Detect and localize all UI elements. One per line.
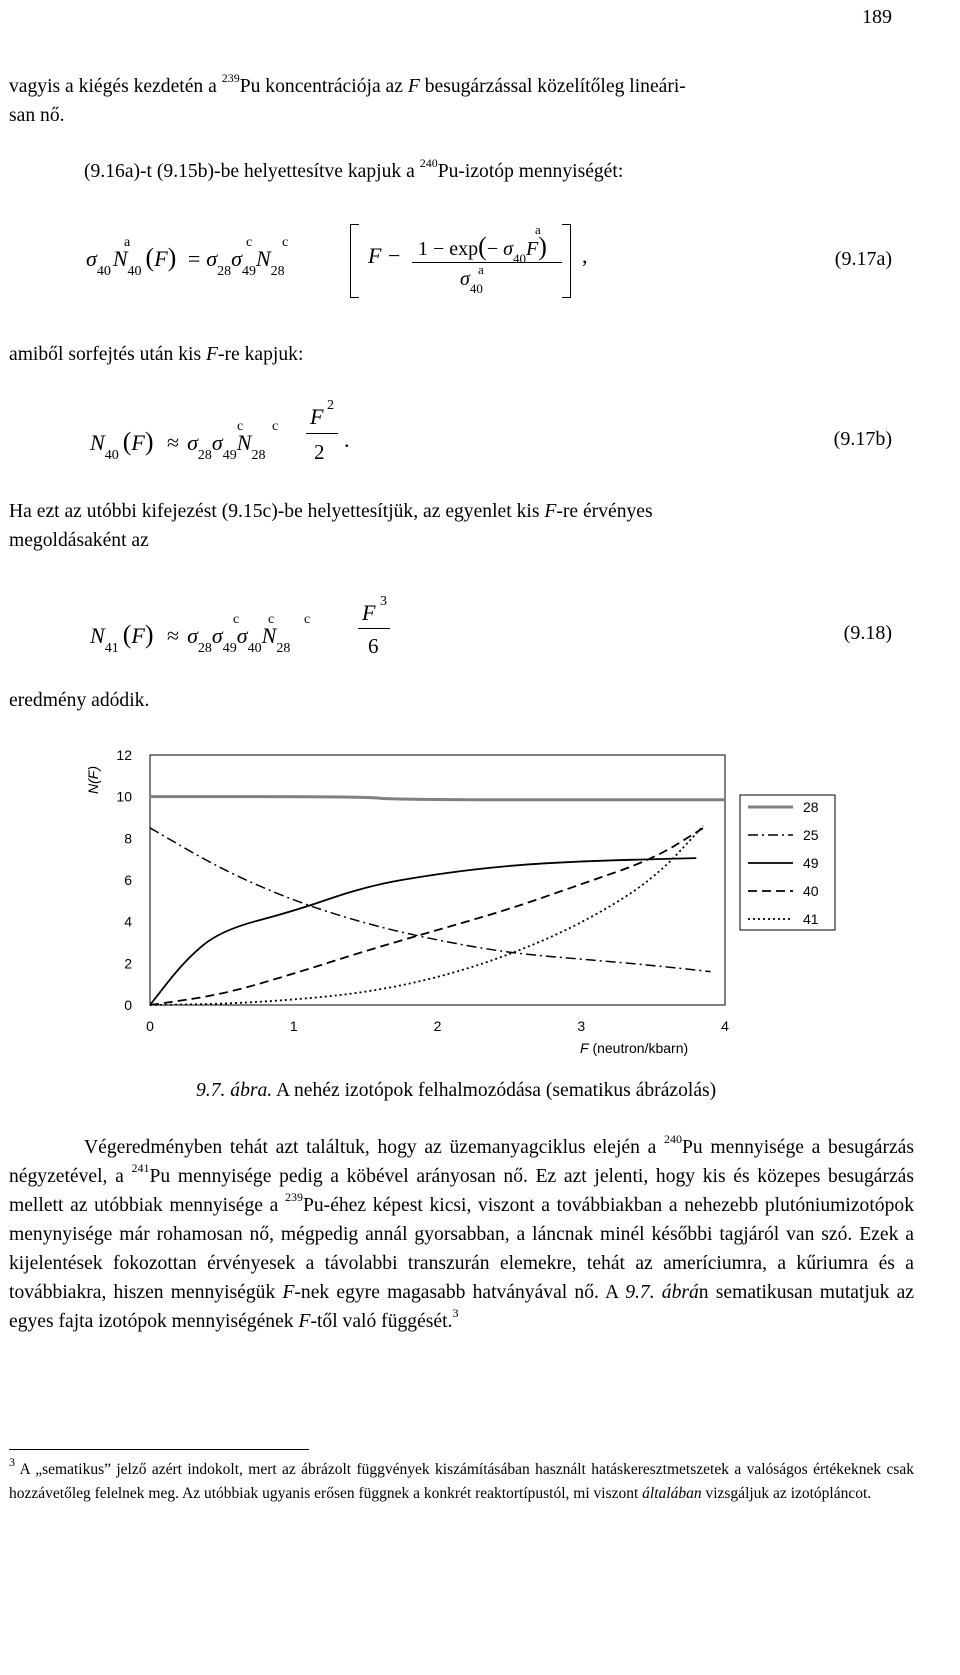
eq-lparen: ( — [145, 243, 155, 272]
eq-sup-c: c — [268, 612, 275, 627]
para3-var: F — [206, 344, 218, 365]
eq-exp: exp — [449, 238, 479, 260]
eq-sub: 49 — [222, 448, 237, 463]
para4-line-2: megoldásaként az — [9, 530, 149, 551]
eq-sub: 28 — [217, 264, 232, 279]
eq-sup-c: c — [282, 235, 289, 250]
x-axis-label-var: F — [580, 1040, 589, 1056]
eq-sigma: σ — [211, 430, 223, 455]
eq-sup-c: c — [237, 419, 244, 434]
eq-sub: 49 — [222, 641, 237, 656]
eq-sup-c: c — [304, 612, 311, 627]
eq-N: N — [255, 246, 271, 271]
eq-sub: 28 — [276, 641, 291, 656]
legend-label-49: 49 — [803, 855, 819, 871]
eq-sup-a: a — [535, 222, 541, 237]
eq-approx: ≈ — [166, 430, 180, 455]
footnote-reference: 3 — [452, 1306, 459, 1321]
eq-sub: 40 — [513, 251, 526, 266]
equation-number-9-17a: (9.17a) — [834, 248, 892, 270]
paragraph-5 — [9, 686, 914, 715]
page-number: 189 — [862, 6, 892, 28]
y-tick-labels — [116, 747, 132, 1013]
eq-sigma: σ — [187, 430, 198, 455]
eq-N: N — [261, 623, 277, 648]
para6-var-1: F — [282, 1282, 295, 1303]
eq-sup-c: c — [233, 612, 240, 627]
para3-text-2: -re kapjuk: — [217, 344, 304, 365]
para6-figure-ref: 9.7. ábrá — [625, 1282, 699, 1303]
equation-number-9-17b: (9.17b) — [833, 428, 892, 450]
eq-lparen: ( — [122, 427, 132, 456]
eq-F: F — [131, 430, 145, 455]
eq-sigma: σ — [86, 246, 97, 271]
para6-sup-3: 239 — [284, 1190, 303, 1205]
y-tick-label: 10 — [116, 788, 132, 805]
para3-text-1: amiből sorfejtés után kis — [9, 344, 206, 365]
para2-text-1: (9.16a)-t (9.15b)-be helyettesítve kapjuk a — [84, 161, 420, 182]
eq-exp-2: 2 — [327, 398, 334, 413]
series-lines — [150, 797, 725, 1005]
plot-area-border — [150, 755, 725, 1005]
eq-sub: 40 — [127, 264, 142, 279]
para2-text-2: Pu-izotóp mennyiségét: — [437, 161, 624, 182]
eq-sup-a: a — [124, 235, 131, 250]
legend-label-41: 41 — [803, 911, 819, 927]
y-tick-label: 8 — [124, 830, 132, 847]
fraction-numerator — [418, 232, 547, 266]
para6-text-7: -től való függését. — [310, 1311, 453, 1332]
eq-exp-3: 3 — [380, 594, 387, 609]
para6-var-2: F — [298, 1311, 311, 1332]
eq-sub: 28 — [251, 448, 266, 463]
eq-equals: = — [187, 246, 201, 271]
footnote-text-2: vizsgáljuk az izotópláncot. — [701, 1485, 872, 1502]
eq-N: N — [236, 430, 252, 455]
y-tick-label: 0 — [124, 997, 132, 1013]
eq-lparen: ( — [478, 232, 487, 261]
eq-minus: − — [433, 238, 445, 260]
series-line-49 — [150, 858, 696, 1005]
para6-text-4: Pu-éhez képest kicsi, viszont a továbbiakban a nehezebb plutóniumizotópok menynyisége már rohamosan nő, mégpedig annál gyorsabban, a láncnak minél későbbi tagjáról van szó. Ezek a kijelentések fokozottan érvényesek a távolabbi transzurán elemekre, tehát az ameríciumra, a kűriumra és a továbbiakra, hiszen mennyiségük — [9, 1195, 914, 1303]
eq-N: N — [90, 623, 105, 648]
eq-rparen: ) — [144, 427, 154, 456]
paragraph-1 — [9, 72, 914, 130]
eq-sub: 28 — [270, 264, 285, 279]
para1-line-2: san nő. — [9, 105, 65, 126]
eq-rparen: ) — [167, 243, 177, 272]
eq-comma: , — [582, 243, 588, 268]
x-axis-label — [580, 1040, 688, 1056]
para6-text-1: Végeredményben tehát azt találtuk, hogy az üzemanyagciklus elején a — [84, 1137, 664, 1158]
fraction-line — [358, 628, 390, 629]
x-axis-label-unit: (neutron/kbarn) — [588, 1040, 689, 1056]
eq-sigma: σ — [206, 246, 218, 271]
para6-sup-1: 240 — [664, 1132, 682, 1147]
footnote-text-1: A „sematikus” jelző azért indokolt, mert az ábrázolt függvények kiszámításában használt hatáskeresztmetszetek a valóságos értékeknek csak hozzávetőleg felelnek meg. Az utóbbiak ugyanis erősen függnek a konkrét reaktortípustól, mi viszont — [9, 1461, 914, 1502]
y-tick-label: 4 — [124, 913, 132, 930]
x-tick-label: 2 — [433, 1018, 442, 1034]
eq-F: F — [526, 238, 539, 260]
y-tick-label: 12 — [116, 747, 132, 763]
eq-sigma: σ — [460, 268, 470, 290]
eq-sup-a: a — [478, 262, 484, 277]
eq-F: F — [131, 623, 145, 648]
footnote — [9, 1454, 914, 1506]
eq-lparen: ( — [122, 620, 132, 649]
eq-approx: ≈ — [166, 623, 180, 648]
eq-sub: 28 — [197, 448, 212, 463]
para1-text-3: besugárzással közelítőleg lineári- — [419, 76, 686, 97]
eq-one: 1 — [418, 238, 428, 260]
eq-sup-c: c — [246, 235, 253, 250]
x-tick-label: 3 — [577, 1018, 586, 1034]
series-line-25 — [150, 828, 711, 972]
legend-label-28: 28 — [803, 799, 819, 815]
x-tick-label: 4 — [721, 1018, 729, 1034]
fraction-line — [412, 262, 562, 263]
paragraph-2 — [84, 157, 960, 186]
eq-sub: 28 — [197, 641, 212, 656]
eq-rparen: ) — [144, 620, 154, 649]
eq-minus: − — [388, 243, 401, 268]
para4-text-1: Ha ezt az utóbbi kifejezést (9.15c)-be helyettesítjük, az egyenlet kis — [9, 501, 545, 522]
paragraph-4 — [9, 497, 914, 555]
chart-figure-9-7 — [0, 735, 905, 1065]
para1-text-2: Pu koncentrációja az — [239, 76, 408, 97]
caption-label: 9.7. ábra. — [196, 1080, 273, 1101]
para6-sup-2: 241 — [131, 1161, 150, 1176]
x-tick-label: 1 — [289, 1018, 298, 1034]
footnote-emphasis: általában — [642, 1485, 702, 1502]
equation-number-9-18: (9.18) — [843, 622, 892, 644]
para4-text-2: -re érvényes — [556, 501, 653, 522]
footnote-separator — [9, 1449, 309, 1450]
fraction-line — [306, 433, 338, 434]
x-tick-labels — [146, 1018, 729, 1034]
paragraph-3 — [9, 340, 914, 369]
y-axis-label: N(F) — [85, 766, 101, 794]
series-line-28 — [150, 797, 725, 800]
para6-text-5: -nek egyre magasabb hatványával nő. A — [294, 1282, 626, 1303]
para1-sup: 239 — [221, 71, 240, 86]
eq-minus: − — [486, 238, 499, 260]
eq-denom-6: 6 — [368, 634, 379, 658]
eq-sub: 40 — [469, 281, 483, 296]
left-bracket — [350, 224, 359, 298]
legend — [748, 799, 819, 927]
eq-sup-c: c — [272, 419, 279, 434]
eq-F: F — [368, 243, 382, 268]
x-tick-label: 0 — [146, 1018, 154, 1034]
eq-sigma: σ — [231, 246, 242, 271]
eq-sigma: σ — [187, 623, 198, 648]
series-line-41 — [150, 826, 703, 1005]
eq-rparen: ) — [538, 232, 547, 261]
footnote-mark: 3 — [9, 1454, 15, 1469]
eq-sub: 41 — [104, 641, 119, 656]
eq-sigma: σ — [211, 623, 223, 648]
figure-caption — [196, 1080, 716, 1102]
legend-label-40: 40 — [803, 883, 819, 899]
caption-text: A nehéz izotópok felhalmozódása (sematikus ábrázolás) — [272, 1080, 717, 1101]
eq-F: F — [154, 246, 168, 271]
para4-var: F — [544, 501, 557, 522]
eq-N: N — [90, 430, 105, 455]
series-line-40 — [150, 828, 703, 1005]
para2-sup: 240 — [419, 156, 438, 171]
y-tick-label: 2 — [124, 955, 132, 972]
right-bracket — [562, 224, 571, 298]
para6-text-2: Pu mennyisége a besugárzás négyzetével, a — [9, 1137, 914, 1187]
eq-sub: 49 — [241, 264, 256, 279]
para6-text-3: Pu mennyisége pedig a köbével arányosan nő. Ez azt jelenti, hogy kis és közepes besugárzás mellett az utóbbiak mennyisége a — [9, 1166, 914, 1216]
para1-text-1: vagyis a kiégés kezdetén a — [9, 76, 222, 97]
paragraph-6 — [9, 1133, 914, 1336]
para1-var: F — [407, 76, 420, 97]
eq-sub: 40 — [247, 641, 262, 656]
eq-denom-2: 2 — [314, 440, 325, 464]
eq-sigma: σ — [503, 238, 513, 260]
legend-label-25: 25 — [803, 827, 819, 843]
eq-F: F — [310, 404, 324, 429]
y-tick-label: 6 — [124, 872, 132, 888]
eq-sub: 40 — [104, 448, 119, 463]
eq-sub: 40 — [96, 264, 111, 279]
para5-text: eredmény adódik. — [9, 690, 150, 711]
eq-N: N — [112, 246, 128, 271]
para6-text-6: n sematikusan mutatjuk az egyes fajta izotópok mennyiségének — [9, 1282, 915, 1332]
eq-sigma: σ — [236, 623, 248, 648]
eq-dot: . — [344, 427, 350, 452]
eq-F: F — [362, 600, 376, 625]
